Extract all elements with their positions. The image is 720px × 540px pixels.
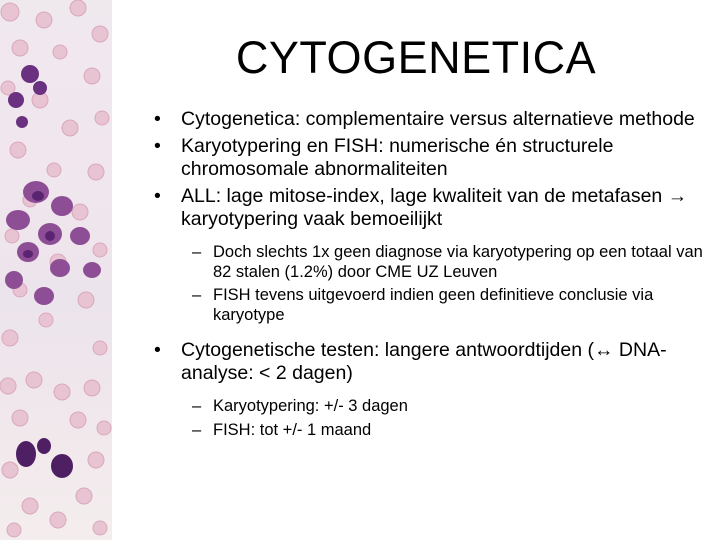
sub-bullet-item xyxy=(152,286,712,325)
bullet-item xyxy=(152,185,712,231)
bullet-text: Cytogenetische testen: langere antwoordtijden (↔ DNA-analyse: < 2 dagen) xyxy=(181,339,667,384)
slide-title: CYTOGENETICA xyxy=(235,32,597,83)
sub-bullet-text: Doch slechts 1x geen diagnose via karyotypering op een totaal van 82 stalen (1.2%) door CME UZ Leuven xyxy=(213,243,703,281)
bullet-item xyxy=(152,108,712,131)
sub-bullet-text: Karyotypering: +/- 3 dagen xyxy=(213,397,408,415)
bullet-glyph: • xyxy=(154,108,161,130)
microscopy-image-strip xyxy=(0,0,112,540)
bullet-glyph: • xyxy=(154,185,161,207)
sub-bullet-item xyxy=(152,243,712,282)
dash-glyph: – xyxy=(192,286,202,304)
bullet-glyph: • xyxy=(154,135,161,157)
bullet-text: Karyotypering en FISH: numerische én structurele chromosomale abnormaliteiten xyxy=(181,135,614,180)
sub-bullet-text: FISH: tot +/- 1 maand xyxy=(213,420,372,439)
bullet-item xyxy=(152,339,712,385)
bullet-glyph: • xyxy=(154,339,161,361)
sub-bullet-text: FISH tevens uitgevoerd indien geen definitieve conclusie via karyotype xyxy=(213,286,654,324)
dash-glyph: – xyxy=(192,243,202,261)
bullet-text: ALL: lage mitose-index, lage kwaliteit van de metafasen → karyotypering vaak bemoeilijkt xyxy=(181,185,688,230)
sub-bullet-item xyxy=(152,421,712,441)
dash-glyph: – xyxy=(192,397,202,415)
dash-glyph: – xyxy=(192,420,202,439)
bullet-text: Cytogenetica: complementaire versus alternatieve methode xyxy=(181,108,695,130)
bullet-item xyxy=(152,135,712,181)
slide-body xyxy=(152,108,712,444)
blood-smear-image xyxy=(0,0,112,540)
sub-bullet-item xyxy=(152,397,712,417)
